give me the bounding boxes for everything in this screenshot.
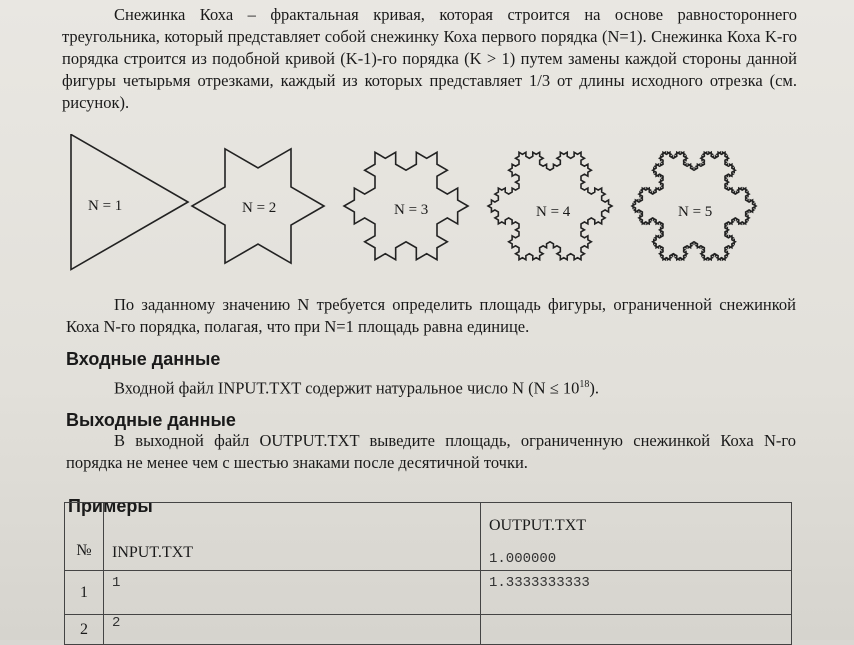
figure-label-n3: N = 3 [394,202,429,218]
output-paragraph: В выходной файл OUTPUT.TXT выведите площадь, ограниченную снежинкой Коха N-го порядка не менее чем с шестью знаками после десятичной точки. [66,431,796,472]
row2-input-cell: 2 [104,615,481,645]
examples-table [64,502,792,645]
table-row [65,571,792,615]
intro-paragraph: Снежинка Коха – фрактальная кривая, которая строится на основе равностороннего треугольника, который представляет собой снежинку Коха первого порядка (N=1). Снежинка Коха K-го порядка строится из подобной кривой (K-1)-го порядка (K > 1) путем замены каждой стороны данной фигуры четырьмя отрезками, каждый из которых представляет 1/3 от длины исходного отрезка (см. рисунок). [62,5,797,112]
table-header-row [65,503,792,571]
row2-empty-cell [481,615,792,645]
output-heading: Выходные данные [66,410,236,430]
figure-label-n2: N = 2 [242,200,277,216]
table-row [65,615,792,645]
row2-num-cell: 2 [65,615,104,645]
col-output-header-cell [481,503,792,571]
col-output-header: OUTPUT.TXT [489,517,587,534]
row2-output-cell: 1.3333333333 [481,571,792,615]
figure-label-n1: N = 1 [88,198,123,214]
input-text-suffix: ). [589,378,599,398]
figure-label-n4: N = 4 [536,204,571,220]
input-paragraph [66,374,796,400]
figure-label-n5: N = 5 [678,204,713,220]
row1-input-cell: 1 [104,571,481,615]
row1-output-cell: 1.000000 [489,551,557,567]
examples-heading: Примеры [68,496,153,516]
row1-num-cell: 1 [65,571,104,615]
input-text-prefix: Входной файл INPUT.TXT содержит натуральное число N (N ≤ 10 [114,378,580,398]
col-input-header: INPUT.TXT [104,503,481,571]
input-heading: Входные данные [66,349,221,369]
input-text-exponent: 18 [579,379,590,390]
koch-figures [60,134,780,284]
task-paragraph: По заданному значению N требуется определить площадь фигуры, ограниченной снежинкой Коха N-го порядка, полагая, что при N=1 площадь равна единице. [66,295,796,336]
col-num-header: № [65,503,104,571]
